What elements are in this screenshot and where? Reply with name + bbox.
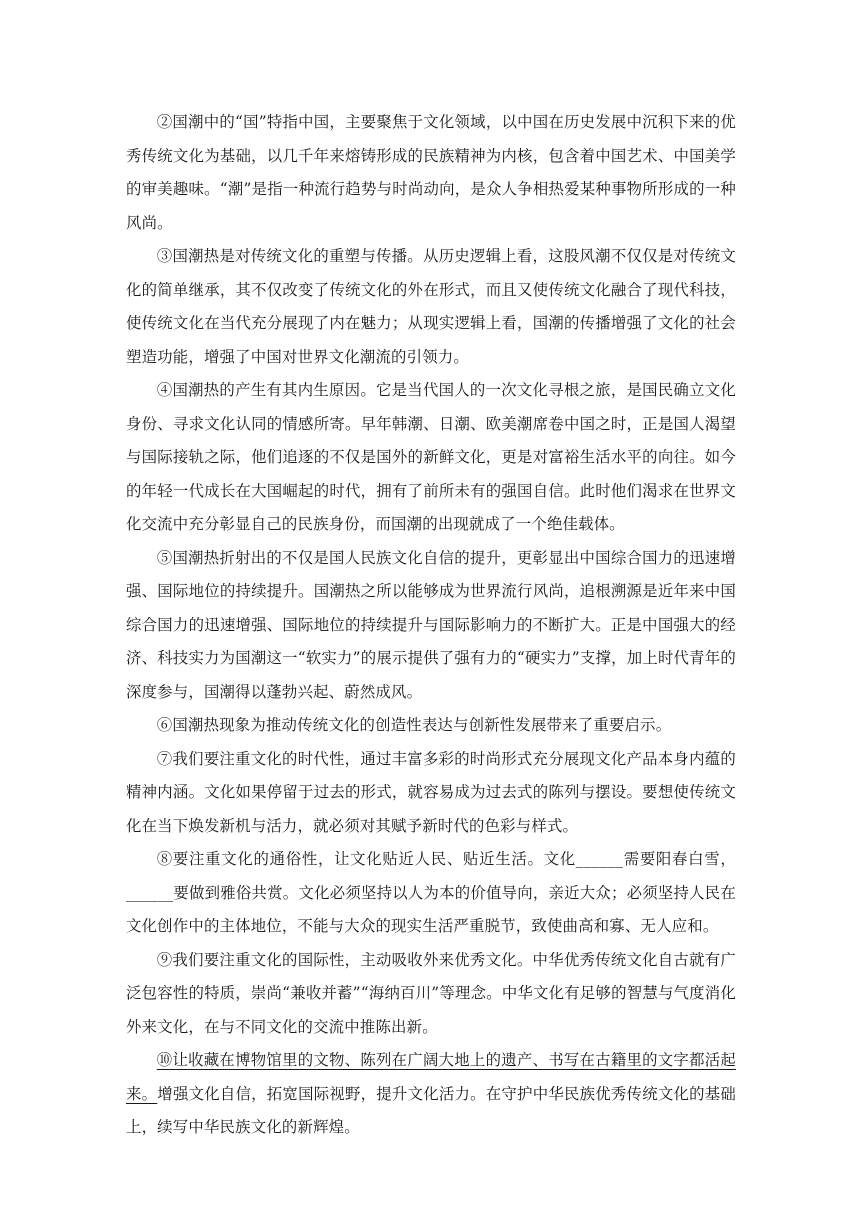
paragraph-7: ⑦我们要注重文化的时代性，通过丰富多彩的时尚形式充分展现文化产品本身内蕴的精神内涵。文化如果停留于过去的形式，就容易成为过去式的陈列与摆设。要想使传统文化在当下焕发新机与活力，就必须对其赋予新时代的色彩与样式。 (126, 749, 736, 835)
paragraph-2: ②国潮中的“国”特指中国，主要聚焦于文化领域，以中国在历史发展中沉积下来的优秀传统文化为基础，以几千年来熔铸形成的民族精神为内核，包含着中国艺术、中国美学的审美趣味。“潮”是指一种流行趋势与时尚动向，是众人争相热爱某种事物所形成的一种风尚。 (126, 113, 736, 232)
paragraph-10 (126, 1044, 736, 1145)
paragraph-8: ⑧要注重文化的通俗性，让文化贴近人民、贴近生活。文化______需要阳春白雪，______要做到雅俗共赏。文化必须坚持以人为本的价值导向，亲近大众；必须坚持人民在文化创作中的主体地位，不能与大众的现实生活严重脱节，致使曲高和寡、无人应和。 (126, 850, 736, 935)
paragraph-4: ④国潮热的产生有其内生原因。它是当代国人的一次文化寻根之旅，是国民确立文化身份、寻求文化认同的情感所寄。早年韩潮、日潮、欧美潮席卷中国之时，正是国人渴望与国际接轨之际，他们追逐的不仅是国外的新鲜文化，更是对富裕生活水平的向往。如今的年轻一代成长在大国崛起的时代，拥有了前所未有的强国自信。此时他们渴求在世界文化交流中充分彰显自己的民族身份，而国潮的出现就成了一个绝佳载体。 (126, 381, 736, 533)
paragraph-9: ⑨我们要注重文化的国际性，主动吸收外来优秀文化。中华优秀传统文化自古就有广泛包容性的特质，崇尚“兼收并蓄”“海纳百川”等理念。中华文化有足够的智慧与气度消化外来文化，在与不同文化的交流中推陈出新。 (126, 950, 736, 1036)
article-body (126, 106, 736, 1145)
paragraph-3: ③国潮热是对传统文化的重塑与传播。从历史逻辑上看，这股风潮不仅仅是对传统文化的简单继承，其不仅改变了传统文化的外在形式，而且又使传统文化融合了现代科技，使传统文化在当代充分展现了内在魅力；从现实逻辑上看，国潮的传播增强了文化的社会塑造功能，增强了中国对世界文化潮流的引领力。 (126, 247, 736, 366)
paragraph-5: ⑤国潮热折射出的不仅是国人民族文化自信的提升，更彰显出中国综合国力的迅速增强、国际地位的持续提升。国潮热之所以能够成为世界流行风尚，追根溯源是近年来中国综合国力的迅速增强、国际地位的持续提升与国际影响力的不断扩大。正是中国强大的经济、科技实力为国潮这一“软实力”的展示提供了强有力的“硬实力”支撑，加上时代青年的深度参与，国潮得以蓬勃兴起、蔚然成风。 (126, 548, 736, 701)
paragraph-10-rest: 增强文化自信，拓宽国际视野，提升文化活力。在守护中华民族优秀传统文化的基础上，续写中华民族文化的新辉煌。 (126, 1084, 737, 1136)
paragraph-6: ⑥国潮热现象为推动传统文化的创造性表达与创新性发展带来了重要启示。 (156, 716, 672, 734)
underlined-sentence: ⑩让收藏在博物馆里的文物、陈列在广阔大地上的遗产、书写在古籍里的文字都活起来。 (126, 1051, 736, 1103)
